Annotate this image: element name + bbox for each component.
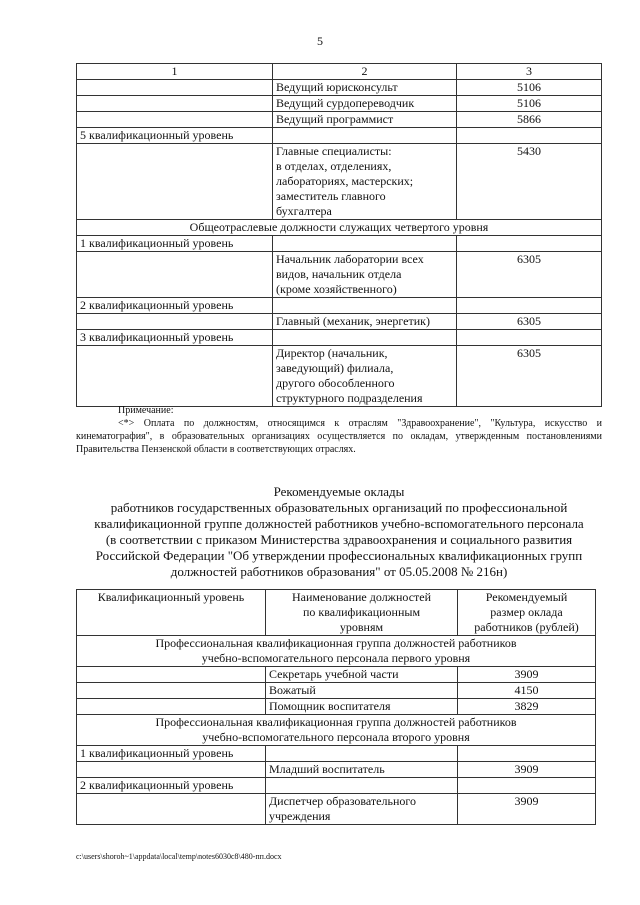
position-name-cell: Младший воспитатель — [266, 762, 458, 778]
salary-cell — [458, 778, 596, 794]
page-number: 5 — [317, 34, 323, 48]
support-staff-salary-table — [76, 589, 596, 825]
table-header-row — [77, 590, 596, 636]
section-title-line: работников государственных образовательных организаций по профессиональной — [110, 500, 568, 515]
position-name-cell: Директор (начальник, заведующий) филиала, другого обособленного структурного подразделения — [273, 346, 457, 407]
group-heading: Профессиональная квалификационная группа должностей работников учебно-вспомогательного персонала первого уровня — [77, 636, 596, 667]
qualification-level-cell — [77, 96, 273, 112]
position-name-cell: Диспетчер образовательного учреждения — [266, 794, 458, 825]
section-title-line: Рекомендуемые оклады — [273, 484, 405, 499]
position-name-cell — [273, 298, 457, 314]
position-name-cell: Вожатый — [266, 683, 458, 699]
salary-cell: 6305 — [457, 252, 602, 298]
position-name-cell: Главный (механик, энергетик) — [273, 314, 457, 330]
table-row — [77, 778, 596, 794]
qualification-level-cell — [77, 667, 266, 683]
salary-cell: 6305 — [457, 346, 602, 407]
qualification-level-cell — [77, 252, 273, 298]
table-row — [77, 794, 596, 825]
table-row — [77, 144, 602, 220]
position-name-cell: Начальник лаборатории всех видов, начальник отдела (кроме хозяйственного) — [273, 252, 457, 298]
section-title-line: квалификационной группе должностей работников учебно-вспомогательного персонала — [94, 516, 584, 531]
file-path-footer: c:\users\shoroh~1\appdata\local\temp\notes6030c8\480-пп.docx — [76, 852, 282, 861]
qualification-level-cell: 2 квалификационный уровень — [77, 298, 273, 314]
qualification-level-cell — [77, 314, 273, 330]
qualification-level-cell: 1 квалификационный уровень — [77, 236, 273, 252]
group-row — [77, 636, 596, 667]
table-row — [77, 346, 602, 407]
position-name-cell — [273, 236, 457, 252]
qualification-level-cell — [77, 144, 273, 220]
qualification-level-cell — [77, 794, 266, 825]
salary-cell — [457, 236, 602, 252]
position-name-cell: Секретарь учебной части — [266, 667, 458, 683]
position-name-cell — [266, 746, 458, 762]
header-cell: 3 — [457, 64, 602, 80]
position-name-cell — [273, 330, 457, 346]
position-name-cell: Ведущий сурдопереводчик — [273, 96, 457, 112]
table-row — [77, 683, 596, 699]
qualification-level-cell — [77, 683, 266, 699]
section-title — [76, 484, 602, 580]
salary-cell: 6305 — [457, 314, 602, 330]
table-row — [77, 762, 596, 778]
group-heading: Профессиональная квалификационная группа должностей работников учебно-вспомогательного персонала второго уровня — [77, 715, 596, 746]
salary-table-continued — [76, 63, 602, 407]
group-row — [77, 715, 596, 746]
salary-cell: 5866 — [457, 112, 602, 128]
header-cell: 1 — [77, 64, 273, 80]
header-cell: 2 — [273, 64, 457, 80]
salary-cell — [458, 746, 596, 762]
table-header-row — [77, 64, 602, 80]
salary-cell — [457, 128, 602, 144]
qualification-level-cell: 1 квалификационный уровень — [77, 746, 266, 762]
table-row — [77, 80, 602, 96]
table-row — [77, 298, 602, 314]
table-row — [77, 667, 596, 683]
salary-cell: 3909 — [458, 794, 596, 825]
salary-cell: 3829 — [458, 699, 596, 715]
qualification-level-cell: 5 квалификационный уровень — [77, 128, 273, 144]
group-row — [77, 220, 602, 236]
table-row — [77, 252, 602, 298]
position-name-cell — [266, 778, 458, 794]
position-name-cell: Ведущий программист — [273, 112, 457, 128]
note-text: <*> Оплата по должностям, относящимся к отраслям "Здравоохранение", "Культура, искусство и кинематография", в образовательных организациях осуществляется по окладам, утвержденным постановлениями Правительства Пензенской области в соответствующих отраслях. — [76, 418, 602, 455]
salary-cell — [457, 298, 602, 314]
salary-cell: 5106 — [457, 80, 602, 96]
qualification-level-cell — [77, 762, 266, 778]
table-row — [77, 330, 602, 346]
salary-cell: 5106 — [457, 96, 602, 112]
position-name-cell: Главные специалисты: в отделах, отделениях, лабораториях, мастерских; заместитель главного бухгалтера — [273, 144, 457, 220]
section-title-line: должностей работников образования" от 05.05.2008 № 216н) — [170, 564, 508, 579]
salary-cell: 4150 — [458, 683, 596, 699]
position-name-cell: Ведущий юрисконсульт — [273, 80, 457, 96]
section-title-line: Российской Федерации "Об утверждении профессиональных квалификационных групп — [95, 548, 583, 563]
qualification-level-cell: 2 квалификационный уровень — [77, 778, 266, 794]
qualification-level-cell: 3 квалификационный уровень — [77, 330, 273, 346]
section-title-line: (в соответствии с приказом Министерства здравоохранения и социального развития — [105, 532, 573, 547]
salary-cell: 3909 — [458, 762, 596, 778]
qualification-level-cell — [77, 346, 273, 407]
position-name-cell: Помощник воспитателя — [266, 699, 458, 715]
qualification-level-cell — [77, 80, 273, 96]
table-row — [77, 746, 596, 762]
salary-cell: 5430 — [457, 144, 602, 220]
group-heading: Общеотраслевые должности служащих четвертого уровня — [77, 220, 602, 236]
salary-cell: 3909 — [458, 667, 596, 683]
qualification-level-cell — [77, 112, 273, 128]
table-row — [77, 96, 602, 112]
table-row — [77, 699, 596, 715]
header-cell: Рекомендуемый размер оклада работников (рублей) — [458, 590, 596, 636]
note-block — [76, 404, 602, 456]
note-heading: Примечание: — [118, 405, 174, 416]
header-cell: Квалификационный уровень — [77, 590, 266, 636]
position-name-cell — [273, 128, 457, 144]
salary-cell — [457, 330, 602, 346]
table-row — [77, 236, 602, 252]
table-row — [77, 112, 602, 128]
table-row — [77, 128, 602, 144]
qualification-level-cell — [77, 699, 266, 715]
header-cell: Наименование должностей по квалификационным уровням — [266, 590, 458, 636]
table-row — [77, 314, 602, 330]
